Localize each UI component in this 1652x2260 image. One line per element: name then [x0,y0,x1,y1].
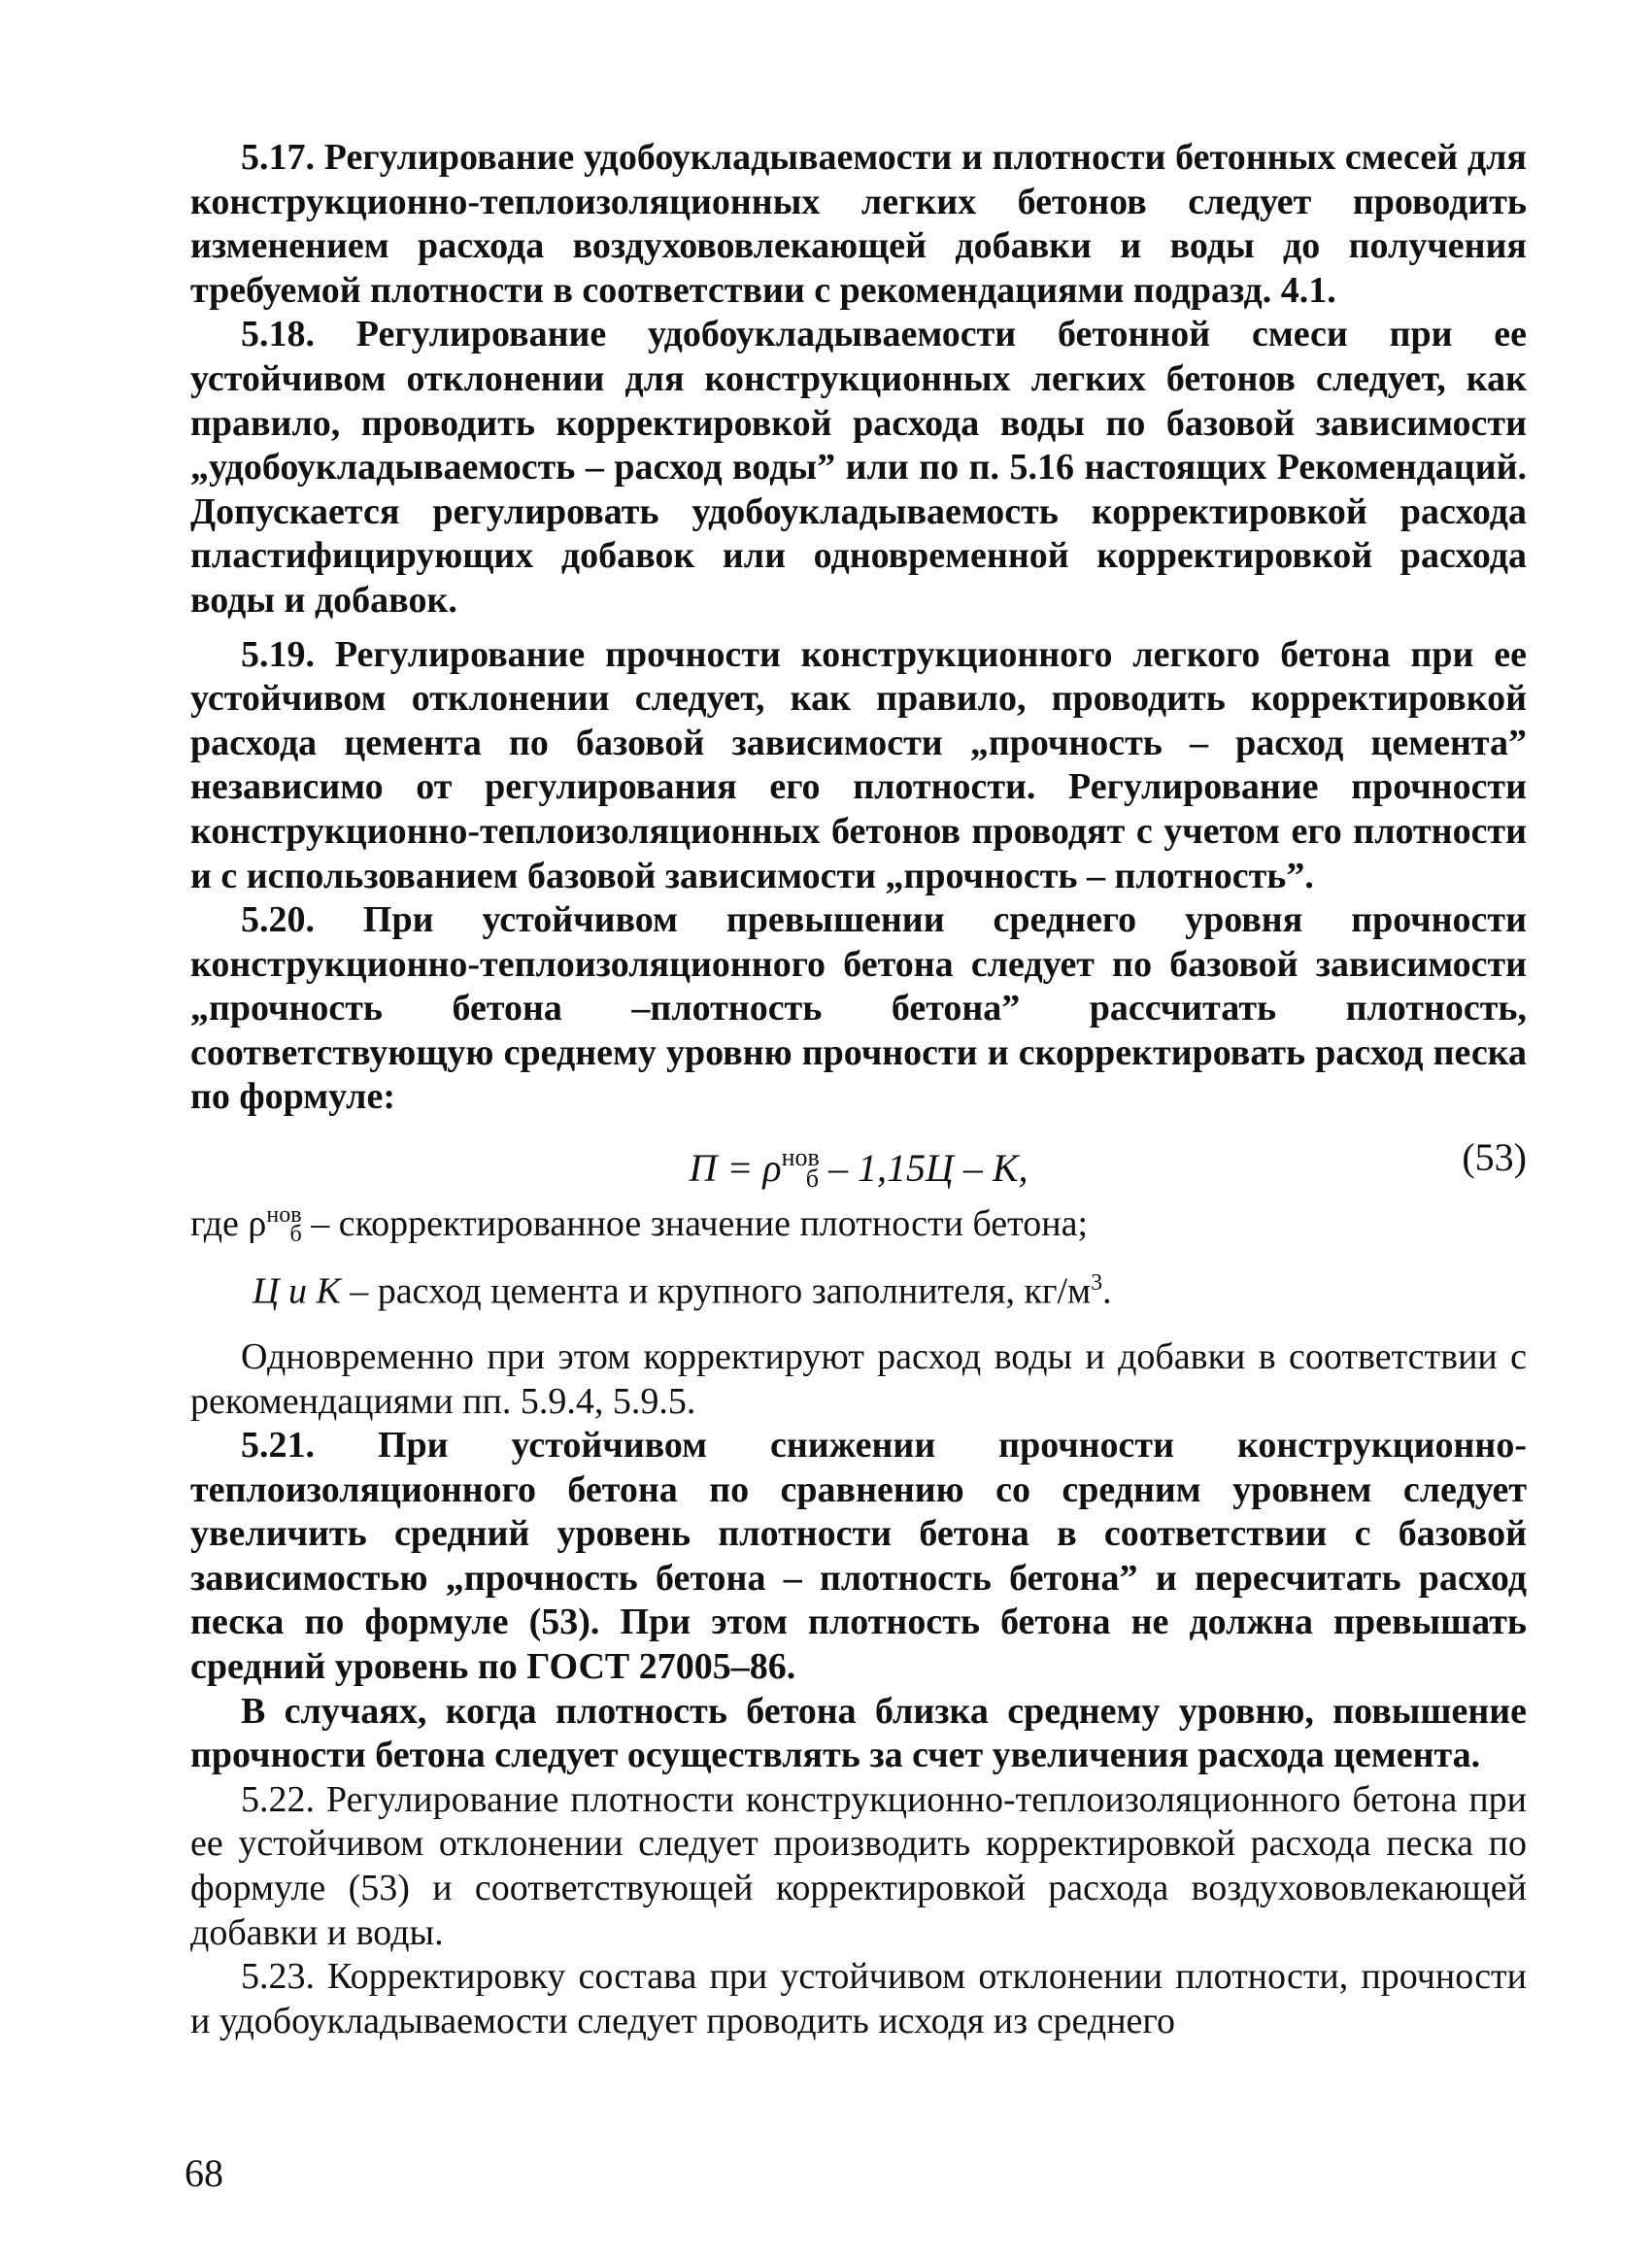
paragraph-5-23: 5.23. Корректировку состава при устойчивом отклонении плотности, прочности и удобоукладываемости следует проводить исходя из среднего [190,1956,1527,2041]
legend-ck-row [190,1262,1527,1314]
body-text [190,136,1527,2043]
paragraph-5-22: 5.22. Регулирование плотности конструкционно-теплоизоляционного бетона при ее устойчивом отклонении следует производить корректировкой расхода песка по формуле (53) и соответствующей корректировкой расхода воздухововлекающей добавки и воды. [190,1778,1527,1953]
legend-rho-subscript: б [289,1222,302,1248]
formula-53 [190,1126,1527,1194]
formula-legend [190,1194,1527,1314]
formula-expression [190,1135,1527,1201]
formula-rho-superscript: нов [781,1143,820,1172]
paragraph-5-21-followup: В случаях, когда плотность бетона близка среднему уровню, повышение прочности бетона следует осуществлять за счет увеличения расхода цемента. [190,1690,1527,1776]
formula-lhs: П = ρ [689,1146,782,1191]
paragraph-5-21: 5.21. При устойчивом снижении прочности конструкционно-теплоизоляционного бетона по сравнению со средним уровнем следует увеличить средний уровень плотности бетона в соответствии с базовой зависимостью „прочность бетона – плотность бетона” и пересчитать расход песка по формуле (53). При этом плотность бетона не должна превышать средний уровень по ГОСТ 27005–86. [190,1425,1527,1688]
legend-rho-row [190,1194,1527,1258]
legend-end: . [1102,1270,1112,1312]
legend-ck-symbols: Ц и К [253,1270,341,1312]
legend-ck-description: – расход цемента и крупного заполнителя, кг/м [340,1270,1092,1312]
legend-rho-superscript: нов [266,1202,302,1229]
formula-number: (53) [1462,1135,1527,1180]
legend-rho-description: – скорректированное значение плотности бетона; [301,1203,1089,1245]
paragraph-5-19: 5.19. Регулирование прочности конструкционного легкого бетона при ее устойчивом отклонении следует, как правило, проводить корректировкой расхода цемента по базовой зависимости „прочность – расход цемента” независимо от регулирования его плотности. Регулирование прочности конструкционно-теплоизоляционных бетонов проводят с учетом его плотности и с использованием базовой зависимости „прочность – плотность”. [190,633,1527,896]
paragraph-5-20: 5.20. При устойчивом превышении среднего уровня прочности конструкционно-теплоизоляционного бетона следует по базовой зависимости „прочность бетона –плотность бетона” рассчитать плотность, соответствующую среднему уровню прочности и скорректировать расход песка по формуле: [190,899,1527,1118]
legend-where-rho: где ρ [190,1203,267,1245]
formula-rhs: – 1,15Ц – К, [819,1146,1028,1191]
legend-unit-power: 3 [1091,1269,1103,1296]
formula-rho-subscript: б [805,1164,820,1194]
page-number: 68 [185,2151,223,2195]
paragraph-5-20-followup: Одновременно при этом корректируют расход воды и добавки в соответствии с рекомендациями пп. 5.9.4, 5.9.5. [190,1335,1527,1422]
paragraph-5-17: 5.17. Регулирование удобоукладываемости и плотности бетонных смесей для конструкционно-теплоизоляционных легких бетонов следует проводить изменением расхода воздухововлекающей добавки и воды до получения требуемой плотности в соответствии с рекомендациями подразд. 4.1. [190,137,1527,311]
paragraph-5-18: 5.18. Регулирование удобоукладываемости бетонной смеси при ее устойчивом отклонении для конструкционных легких бетонов следует, как правило, проводить корректировкой расхода воды по базовой зависимости „удобоукладываемость – расход воды” или по п. 5.16 настоящих Рекомендаций. Допускается регулировать удобоукладываемость корректировкой расхода пластифицирующих добавок или одновременной корректировкой расхода воды и добавок. [190,314,1527,621]
